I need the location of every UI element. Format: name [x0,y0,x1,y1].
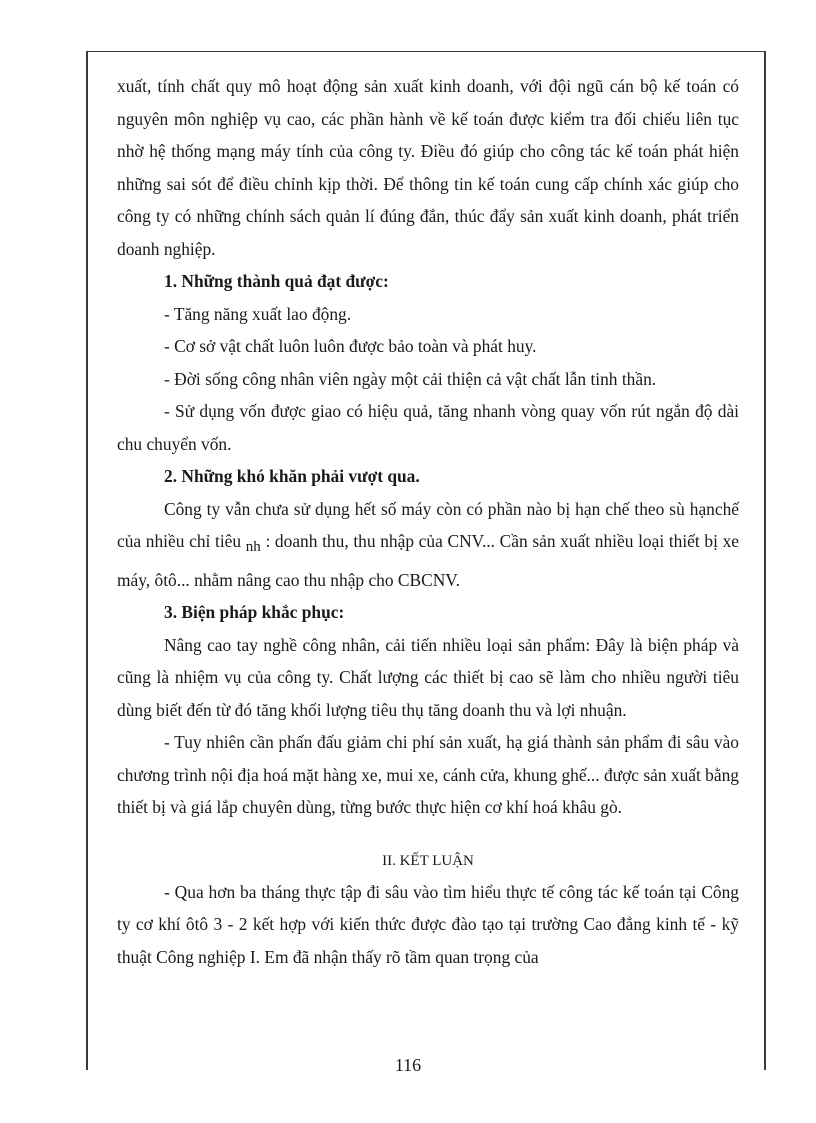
section-3-paragraph: - Tuy nhiên cần phấn đấu giảm chi phí sản xuất, hạ giá thành sản phẩm đi sâu vào chương trình nội địa hoá mặt hàng xe, mui xe, cánh cửa, khung ghế... được sản xuất bằng thiết bị và giá lắp chuyên dùng, từng bước thực hiện cơ khí hoá khâu gò. [117,732,739,817]
section-2-heading: 2. Những khó khăn phải vượt qua. [164,466,420,486]
section-1-item: - Đời sống công nhân viên ngày một cải thiện cả vật chất lẫn tinh thần. [164,368,657,389]
section-1-item: - Sử dụng vốn được giao có hiệu quả, tăng nhanh vòng quay vốn rút ngắn độ dài chu chuyển vốn. [117,401,739,454]
page-number: 116 [394,1055,422,1075]
section-3-heading: 3. Biện pháp khắc phục: [164,602,345,622]
section-1-item: - Tăng năng xuất lao động. [164,303,352,324]
section-2-text-after: : doanh thu, thu nhập của CNV... Cần sản xuất nhiều loại thiết bị xe máy, ôtô... nhằm nâng cao thu nhập cho CBCNV. [117,531,739,590]
section-3-paragraph: Nâng cao tay nghề công nhân, cải tiến nhiều loại sản phẩm: Đây là biện pháp và cũng là nhiệm vụ của công ty. Chất lượng các thiết bị cao sẽ làm cho nhiều người tiêu dùng biết đến từ đó tăng khối lượng tiêu thụ tăng doanh thu và lợi nhuận. [117,634,739,720]
conclusion-title: II. KẾT LUẬN [382,852,474,869]
intro-paragraph: xuất, tính chất quy mô hoạt động sản xuất kinh doanh, với đội ngũ cán bộ kế toán có nguyên môn nghiệp vụ cao, các phần hành về kế toán được kiểm tra đối chiếu liên tục nhờ hệ thống mạng máy tính của công ty. Điều đó giúp cho công tác kế toán phát hiện những sai sót để điều chỉnh kịp thời. Để thông tin kế toán cung cấp chính xác giúp cho công ty có những chính sách quản lí đúng đắn, thúc đẩy sản xuất kinh doanh, phát triển doanh nghiệp. [117,76,739,259]
section-1-item: - Cơ sở vật chất luôn luôn được bảo toàn và phát huy. [164,336,537,356]
section-2-text-before: Công ty vẫn chưa sử dụng hết số máy còn có phần nào bị hạn chế theo sù hạnchế của nhiều chỉ tiêu [117,498,739,551]
section-1-heading: 1. Những thành quả đạt được: [164,271,389,291]
conclusion-paragraph: - Qua hơn ba tháng thực tập đi sâu vào tìm hiểu thực tế công tác kế toán tại Công ty cơ khí ôtô 3 - 2 kết hợp với kiến thức được đào tạo tại trường Cao đẳng kinh tế - kỹ thuật Công nghiệp I. Em đã nhận thấy rõ tầm quan trọng của [117,881,739,967]
section-2-paragraph [117,493,739,597]
section-2-subscript: nh [245,539,261,555]
document-body [117,70,739,973]
